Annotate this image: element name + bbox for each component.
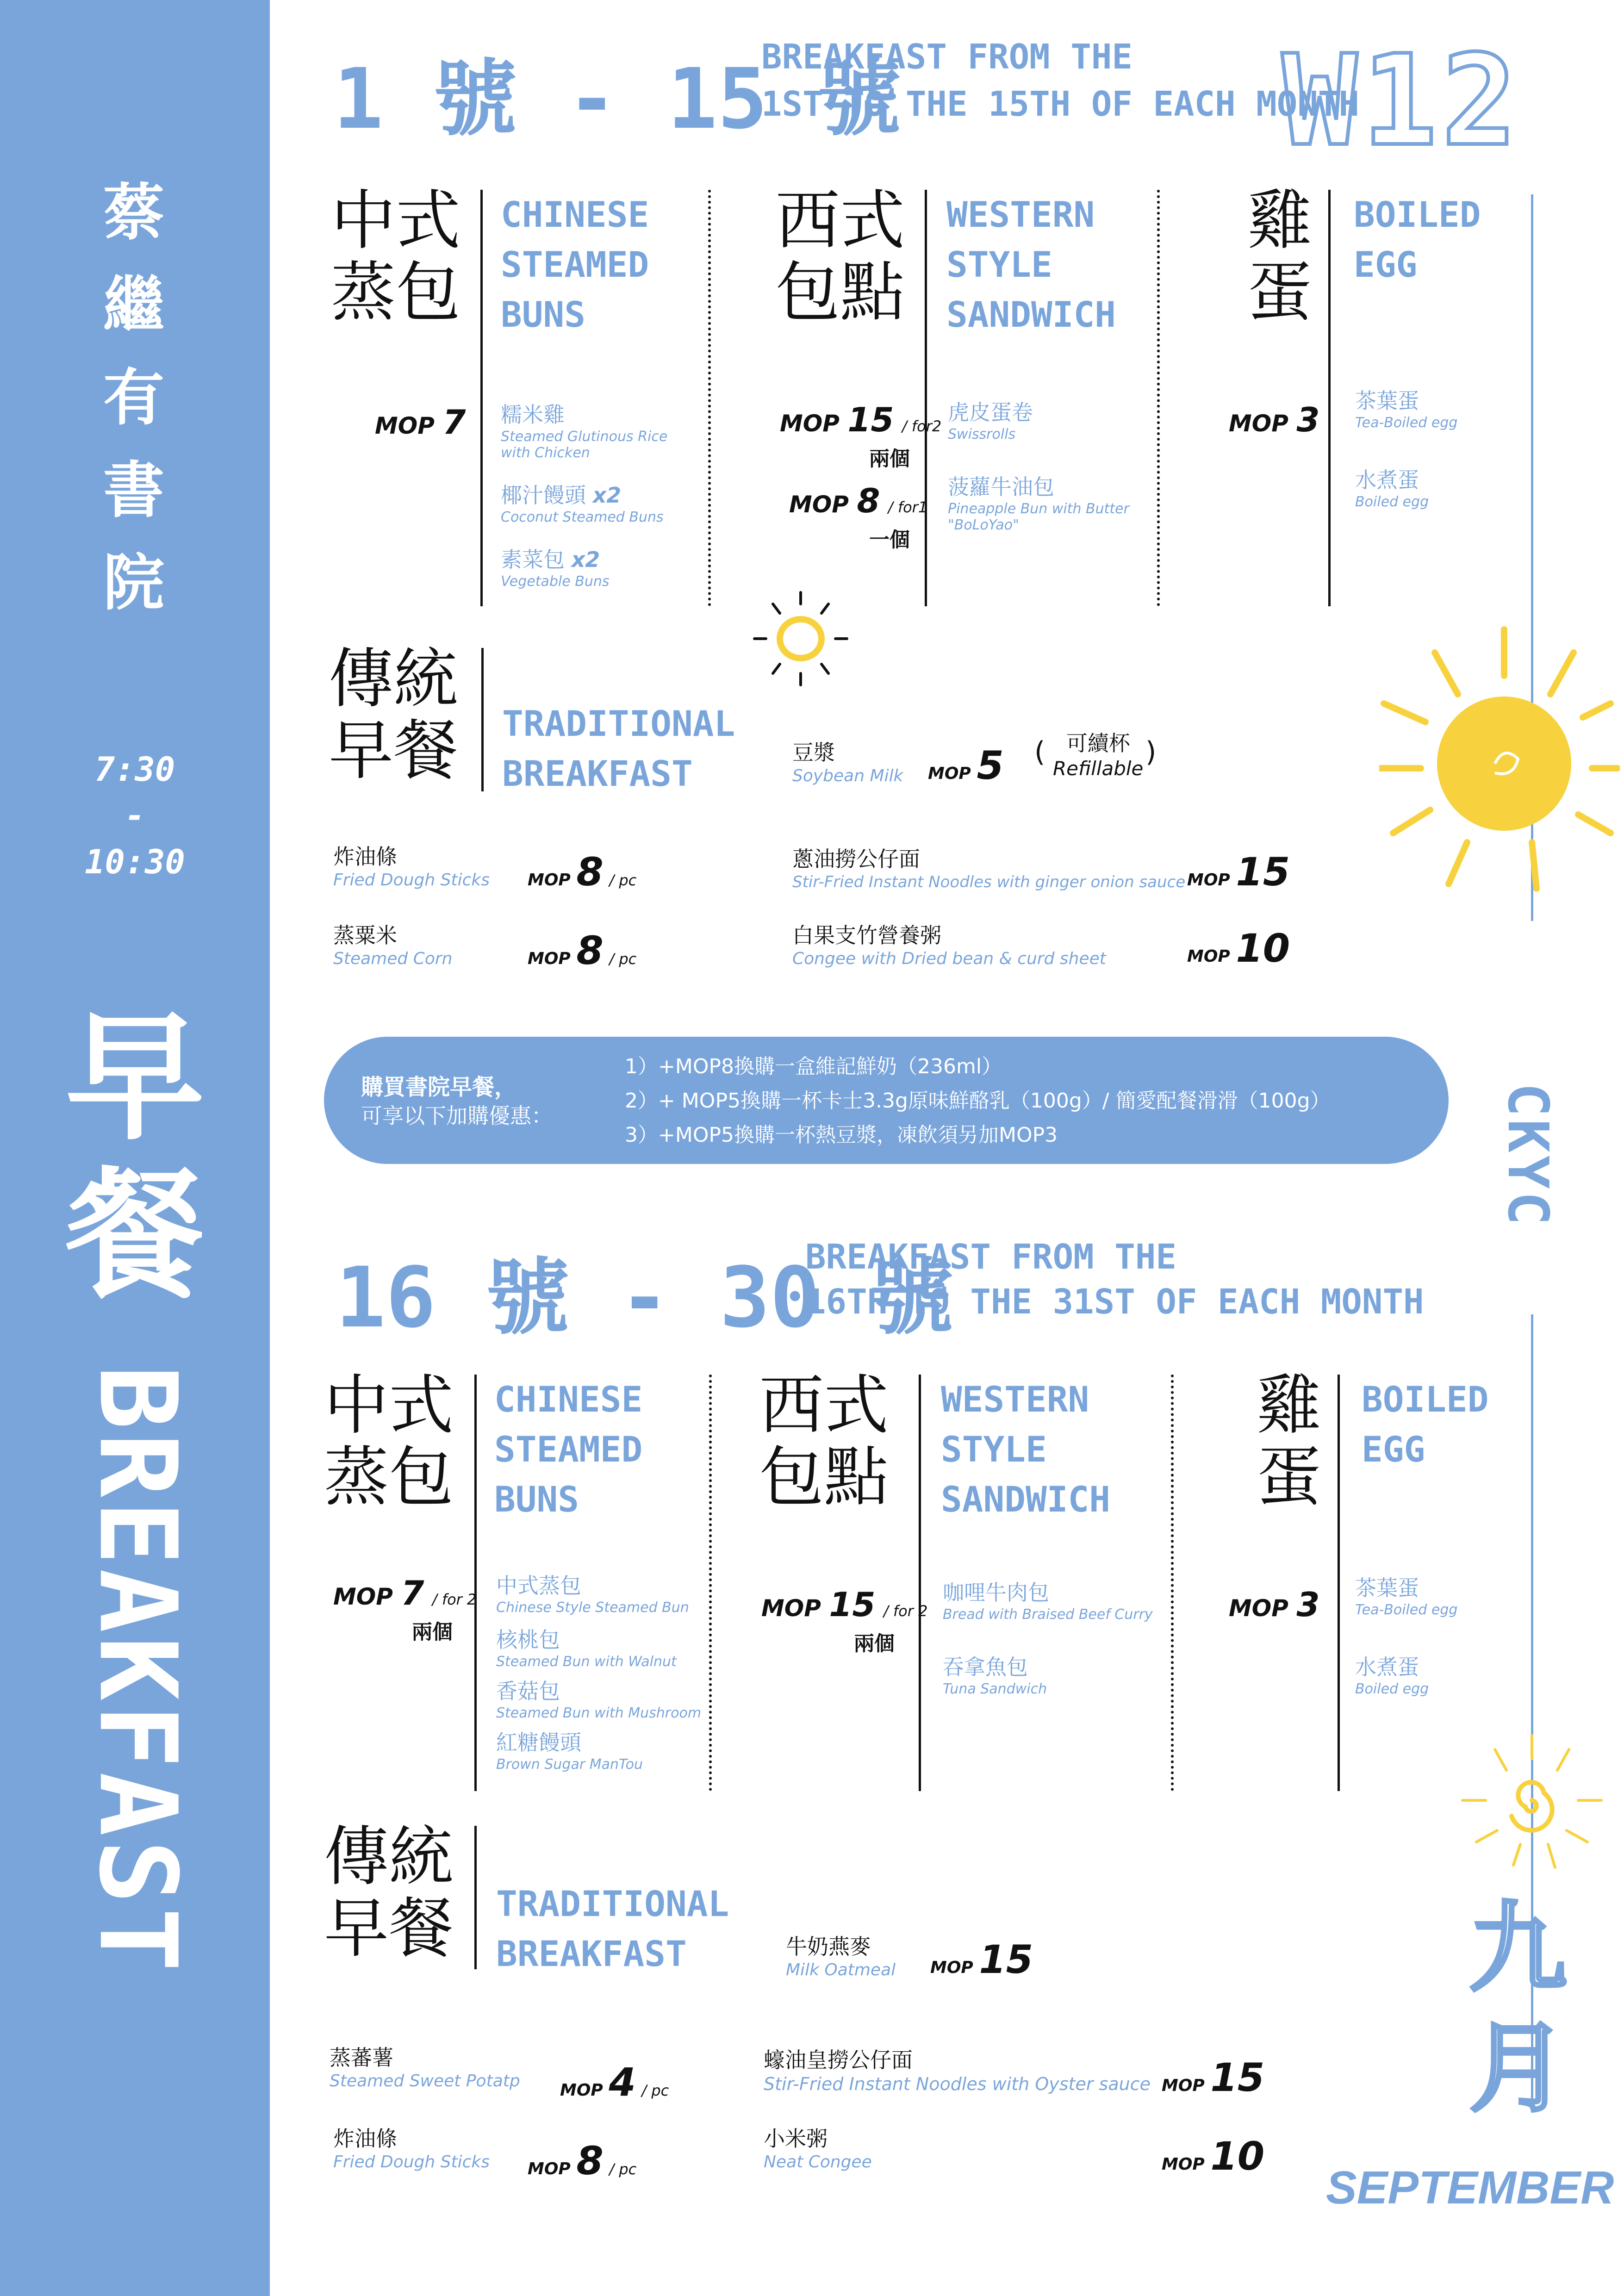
brand-vertical: CKYC (1495, 1083, 1560, 1228)
dish-dough-sticks-price: MOP 8 / pc (528, 849, 637, 895)
divider (480, 190, 483, 606)
list-item: 椰汁饅頭 x2 (501, 483, 622, 508)
egg-price: MOP 3 (1229, 400, 1320, 439)
sun-icon (740, 588, 861, 694)
divider (925, 190, 927, 606)
dish-dough-sticks: 炸油條 Fried Dough Sticks (333, 844, 490, 890)
egg-en: BOILED EGG (1354, 194, 1481, 285)
promo-subtitle: 可享以下加購優惠： (361, 1103, 553, 1128)
promo-title: 購買書院早餐， (361, 1074, 517, 1100)
list-item: 水煮蛋 (1355, 1655, 1419, 1680)
dish-congee-price: MOP 10 (1187, 926, 1290, 971)
promo-line: 1）+MOP8換購一盒維記鮮奶（236ml） (625, 1055, 1002, 1078)
dish-oyster-noodles-price: MOP 15 (1162, 2055, 1265, 2100)
western-note-one: 一個 (869, 528, 910, 552)
list-item: 虎皮蛋卷 (948, 400, 1033, 425)
list-item: 茶葉蛋 (1355, 1575, 1419, 1600)
dish-oyster-noodles: 蠔油皇撈公仔面 Stir-Fried Instant Noodles with Oyster sauce (764, 2047, 1151, 2094)
chinese-buns-note-2: 兩個 (412, 1620, 453, 1644)
open-time-start: 7:30 (94, 750, 175, 789)
dotted-divider (1171, 1375, 1174, 1791)
promo-line: 2）+ MOP5換購一杯卡士3.3g原味鮮酪乳（100g）/ 簡愛配餐滑滑（100g） (625, 1089, 1331, 1113)
egg-en-2: BOILED EGG (1362, 1379, 1489, 1470)
list-item: 素菜包 x2 (501, 547, 600, 572)
divider (1328, 190, 1331, 606)
divider (481, 648, 484, 791)
divider (1338, 1375, 1340, 1791)
chinese-buns-items-2: 中式蒸包 Chinese Style Steamed Bun 核桃包 Steamed Bun with Walnut 香菇包 Steamed Bun with Mushroom 紅糖饅頭 Brown Sugar ManTou (496, 1569, 701, 1773)
western-zh: 西式 包點 (775, 183, 905, 330)
chinese-buns-price-2: MOP 7 / for 2 (333, 1574, 477, 1612)
dish-noodles: 蔥油撈公仔面 Stir-Fried Instant Noodles with ginger onion sauce (792, 846, 1186, 891)
dish-noodles-price: MOP 15 (1187, 849, 1290, 895)
dish-sweet-potato: 蒸蕃薯 Steamed Sweet Potatp (330, 2045, 520, 2091)
sun-icon (1379, 611, 1620, 898)
divider (474, 1826, 477, 1969)
academy-name-char: 繼 (103, 270, 164, 341)
western-en: WESTERN STYLE SANDWICH (946, 194, 1116, 335)
range-en-2b: 16TH TO THE 31ST OF EACH MONTH (805, 1282, 1424, 1322)
month-zh-char: 九 (1469, 1892, 1567, 2005)
list-item: 咖哩牛肉包 (943, 1580, 1049, 1605)
swirl-sun-icon (1458, 1731, 1606, 1874)
dish-soybean-price: MOP 5 (928, 743, 1004, 788)
list-item: 核桃包 (496, 1627, 560, 1652)
chinese-buns-price: MOP 7 (375, 403, 466, 442)
list-item: 紅糖饅頭 (496, 1730, 581, 1755)
list-item: 吞拿魚包 (943, 1655, 1028, 1680)
dish-millet-congee: 小米粥 Neat Congee (764, 2126, 872, 2172)
dish-oatmeal: 牛奶燕麥 Milk Oatmeal (786, 1934, 896, 1979)
breakfast-vertical-title: BREAKFAST (75, 1365, 199, 1976)
egg-items: 茶葉蛋 Tea-Boiled egg 水煮蛋 Boiled egg (1355, 384, 1457, 510)
range-title-1: 1 號 - 15 號 (333, 51, 901, 148)
dish-dough-sticks-2: 炸油條 Fried Dough Sticks (333, 2126, 490, 2172)
chinese-buns-zh: 中式 蒸包 (331, 183, 461, 330)
dish-congee: 白果支竹營養粥 Congee with Dried bean & curd sheet (792, 923, 1106, 968)
dotted-divider (1157, 190, 1160, 606)
traditional-zh-2: 傳統 早餐 (324, 1819, 454, 1966)
traditional-en: TRADITIONAL BREAKFAST (502, 703, 735, 794)
western-zh-2: 西式 包點 (759, 1368, 889, 1515)
week-label: W12 (1282, 28, 1522, 174)
list-item: 水煮蛋 (1355, 467, 1419, 492)
promo-line: 3）+MOP5換購一杯熱豆漿，凍飲須另加MOP3 (625, 1123, 1058, 1147)
western-note-two: 兩個 (869, 447, 910, 471)
western-items-2: 咖哩牛肉包 Bread with Braised Beef Curry 吞拿魚包 Tuna Sandwich (943, 1576, 1153, 1697)
list-item: 糯米雞 (501, 402, 565, 427)
chinese-buns-items: 糯米雞 Steamed Glutinous Rice with Chicken 椰汁饅頭 x2 Coconut Steamed Buns 素菜包 x2 Vegetable Buns (501, 398, 667, 590)
egg-zh-2: 雞 蛋 (1257, 1368, 1322, 1515)
dish-corn-price: MOP 8 / pc (528, 928, 637, 973)
western-items: 虎皮蛋卷 Swissrolls 菠蘿牛油包 Pineapple Bun with Butter "BoLoYao" (948, 396, 1129, 533)
breakfast-zh-char: 早 (65, 997, 205, 1159)
dish-millet-congee-price: MOP 10 (1162, 2134, 1265, 2179)
month-zh-char: 月 (1469, 2012, 1567, 2125)
academy-name-char: 書 (103, 455, 164, 526)
breakfast-zh-char: 餐 (65, 1155, 205, 1316)
range-en-1b: 1ST TO THE 15TH OF EACH MONTH (761, 84, 1360, 124)
traditional-en-2: TRADITIONAL BREAKFAST (496, 1883, 729, 1974)
egg-price-2: MOP 3 (1229, 1585, 1320, 1624)
academy-name-char: 蔡 (103, 177, 164, 249)
open-time-separator: - (124, 796, 145, 835)
dish-soybean: 豆漿 Soybean Milk (792, 740, 903, 785)
egg-items-2: 茶葉蛋 Tea-Boiled egg 水煮蛋 Boiled egg (1355, 1571, 1457, 1697)
refillable-note: 可續杯 Refillable (1053, 731, 1144, 780)
dotted-divider (709, 1375, 712, 1791)
chinese-buns-zh-2: 中式 蒸包 (324, 1368, 454, 1515)
western-price-two: MOP 15 / for2 (780, 400, 942, 439)
list-item: 香菇包 (496, 1679, 560, 1704)
traditional-zh: 傳統 早餐 (329, 641, 459, 789)
academy-name (99, 167, 168, 629)
month-en: SEPTEMBER (1326, 2162, 1614, 2214)
western-price-2: MOP 15 / for 2 (761, 1585, 928, 1624)
range-title-2: 16 號 - 30 號 (336, 1250, 954, 1346)
chinese-buns-en-2: CHINESE STEAMED BUNS (494, 1379, 643, 1520)
chinese-buns-en: CHINESE STEAMED BUNS (501, 194, 649, 335)
dish-dough-sticks-2-price: MOP 8 / pc (528, 2138, 637, 2184)
western-price-one: MOP 8 / for1 (789, 481, 928, 520)
sidebar (0, 0, 270, 2296)
dotted-divider (708, 190, 711, 606)
dish-sweet-potato-price: MOP 4 / pc (560, 2060, 669, 2105)
dish-corn: 蒸粟米 Steamed Corn (333, 923, 453, 968)
western-note-2: 兩個 (854, 1632, 895, 1655)
range-en-2a: BREAKFAST FROM THE (805, 1237, 1176, 1277)
divider (919, 1375, 921, 1791)
paren-left: ( (1034, 736, 1045, 768)
list-item: 茶葉蛋 (1355, 388, 1419, 413)
promo-banner (324, 1037, 1449, 1164)
list-item: 中式蒸包 (496, 1573, 581, 1598)
western-en-2: WESTERN STYLE SANDWICH (941, 1379, 1111, 1520)
open-time-end: 10:30 (85, 842, 185, 881)
list-item: 菠蘿牛油包 (948, 474, 1054, 499)
paren-right: ) (1145, 736, 1157, 768)
academy-name-char: 有 (103, 362, 164, 434)
dish-oatmeal-price: MOP 15 (930, 1937, 1033, 1982)
range-en-1a: BREAKFAST FROM THE (761, 37, 1132, 77)
academy-name-char: 院 (103, 548, 164, 619)
egg-zh: 雞 蛋 (1247, 183, 1313, 330)
